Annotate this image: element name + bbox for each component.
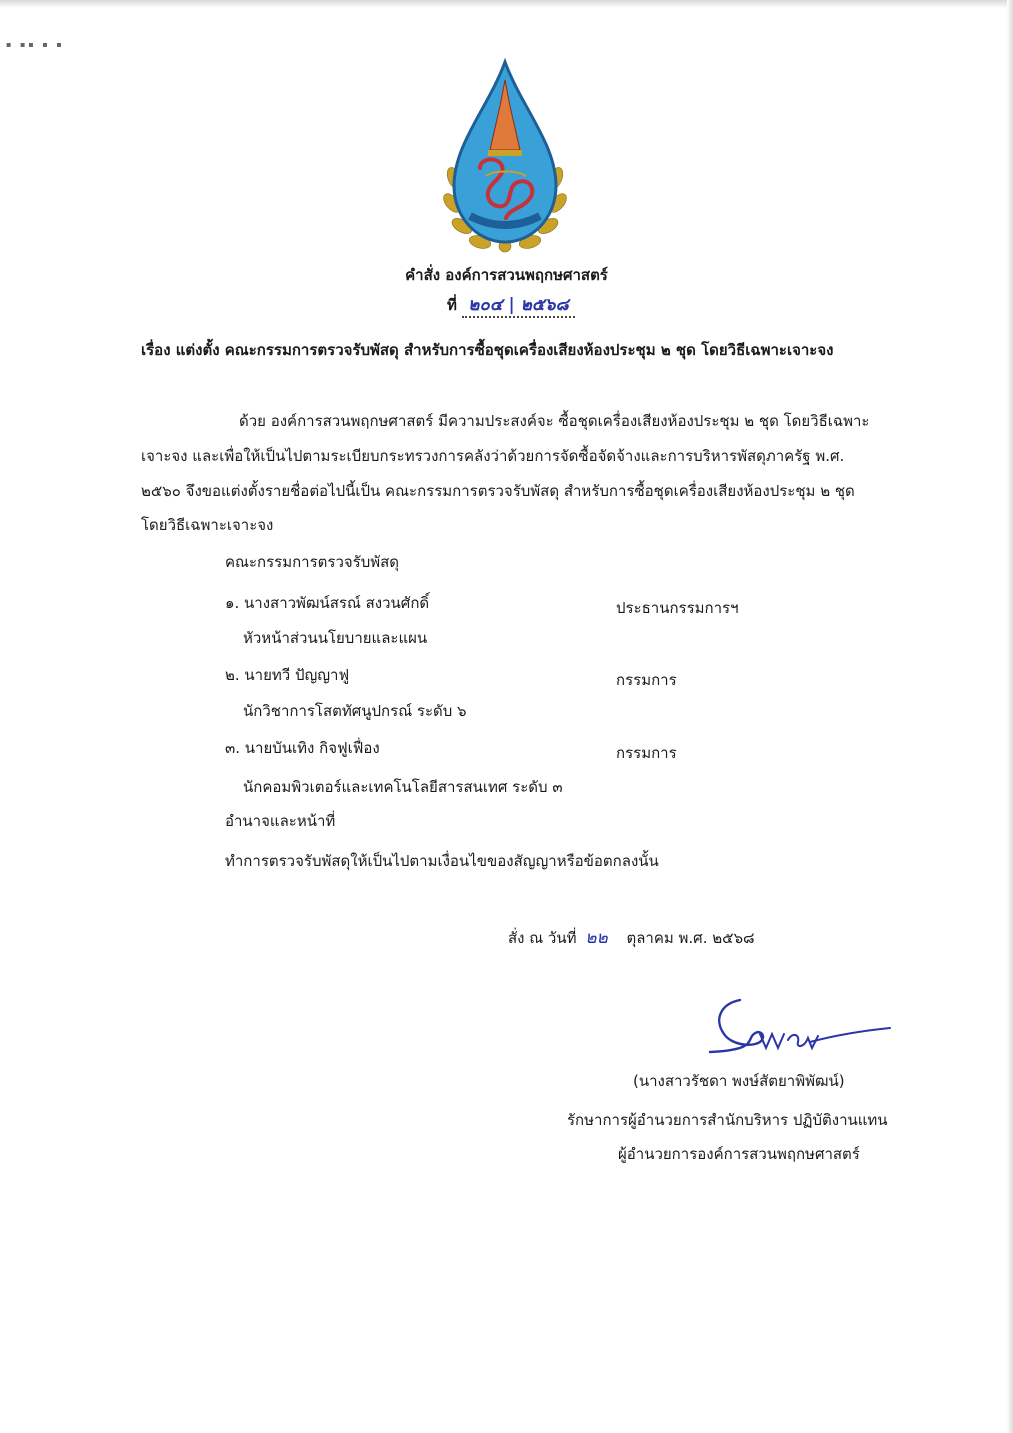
order-number-handwritten: ๒๐๔ | ๒๕๖๘ — [462, 295, 574, 318]
order-number-row — [447, 295, 575, 315]
member-1-name: ๑. นางสาวพัฒน์สรณ์ สงวนศักดิ์ — [225, 594, 430, 612]
member-3-position: นักคอมพิวเตอร์และเทคโนโลยีสารสนเทศ ระดับ ๓ — [243, 778, 563, 796]
body-line-2: เจาะจง และเพื่อให้เป็นไปตามระเบียบกระทรวงการคลังว่าด้วยการจัดซื้อจัดจ้างและการบริหารพัสดุภาครัฐ พ.ศ. — [141, 447, 845, 465]
order-subject: เรื่อง แต่งตั้ง คณะกรรมการตรวจรับพัสดุ สำหรับการซื้อชุดเครื่องเสียงห้องประชุม ๒ ชุด โดยวิธีเฉพาะเจาะจง — [141, 341, 834, 359]
member-2-role: กรรมการ — [616, 671, 677, 689]
body-line-4: โดยวิธีเฉพาะเจาะจง — [141, 516, 274, 534]
member-3-name: ๓. นายบันเทิง กิจฟูเฟื่อง — [225, 739, 380, 757]
order-date-rest: ตุลาคม พ.ศ. ๒๕๖๘ — [626, 929, 755, 947]
scan-marks: ▪ ▪▪ ▪ ▪ — [6, 40, 65, 49]
body-line-3: ๒๕๖๐ จึงขอแต่งตั้งรายชื่อต่อไปนี้เป็น คณะกรรมการตรวจรับพัสดุ สำหรับการซื้อชุดเครื่องเสียงห้องประชุม ๒ ชุด — [141, 482, 855, 500]
order-number-prefix: ที่ — [447, 296, 457, 314]
handwritten-signature — [700, 990, 900, 1060]
member-1-position: หัวหน้าส่วนนโยบายและแผน — [243, 629, 428, 647]
member-3-role: กรรมการ — [616, 744, 677, 762]
member-2-name: ๒. นายทวี ปัญญาฟู — [225, 666, 350, 684]
order-date — [508, 928, 755, 948]
member-1-role: ประธานกรรมการฯ — [616, 599, 739, 617]
signatory-title-line-1: รักษาการผู้อำนวยการสำนักบริหาร ปฏิบัติงานแทน — [567, 1111, 888, 1129]
duty-text: ทำการตรวจรับพัสดุให้เป็นไปตามเงื่อนไขของสัญญาหรือข้อตกลงนั้น — [225, 852, 659, 870]
member-2-position: นักวิชาการโสตทัศนูปกรณ์ ระดับ ๖ — [243, 702, 467, 720]
order-date-day-handwritten: ๒๒ — [585, 928, 608, 948]
order-date-prefix: สั่ง ณ วันที่ — [508, 929, 577, 947]
scan-right-edge — [1007, 0, 1013, 1433]
scan-top-edge — [0, 0, 1013, 8]
duty-heading: อำนาจและหน้าที่ — [225, 812, 336, 830]
signatory-name: (นางสาวรัชดา พงษ์สัตยาพิพัฒน์) — [633, 1072, 845, 1090]
order-title: คำสั่ง องค์การสวนพฤกษศาสตร์ — [405, 266, 608, 284]
body-line-1: ด้วย องค์การสวนพฤกษศาสตร์ มีความประสงค์จะ ซื้อชุดเครื่องเสียงห้องประชุม ๒ ชุด โดยวิธีเฉพาะ — [239, 412, 870, 430]
committee-heading: คณะกรรมการตรวจรับพัสดุ — [225, 553, 400, 571]
organization-logo — [440, 58, 570, 256]
signatory-title-line-2: ผู้อำนวยการองค์การสวนพฤกษศาสตร์ — [618, 1145, 860, 1163]
